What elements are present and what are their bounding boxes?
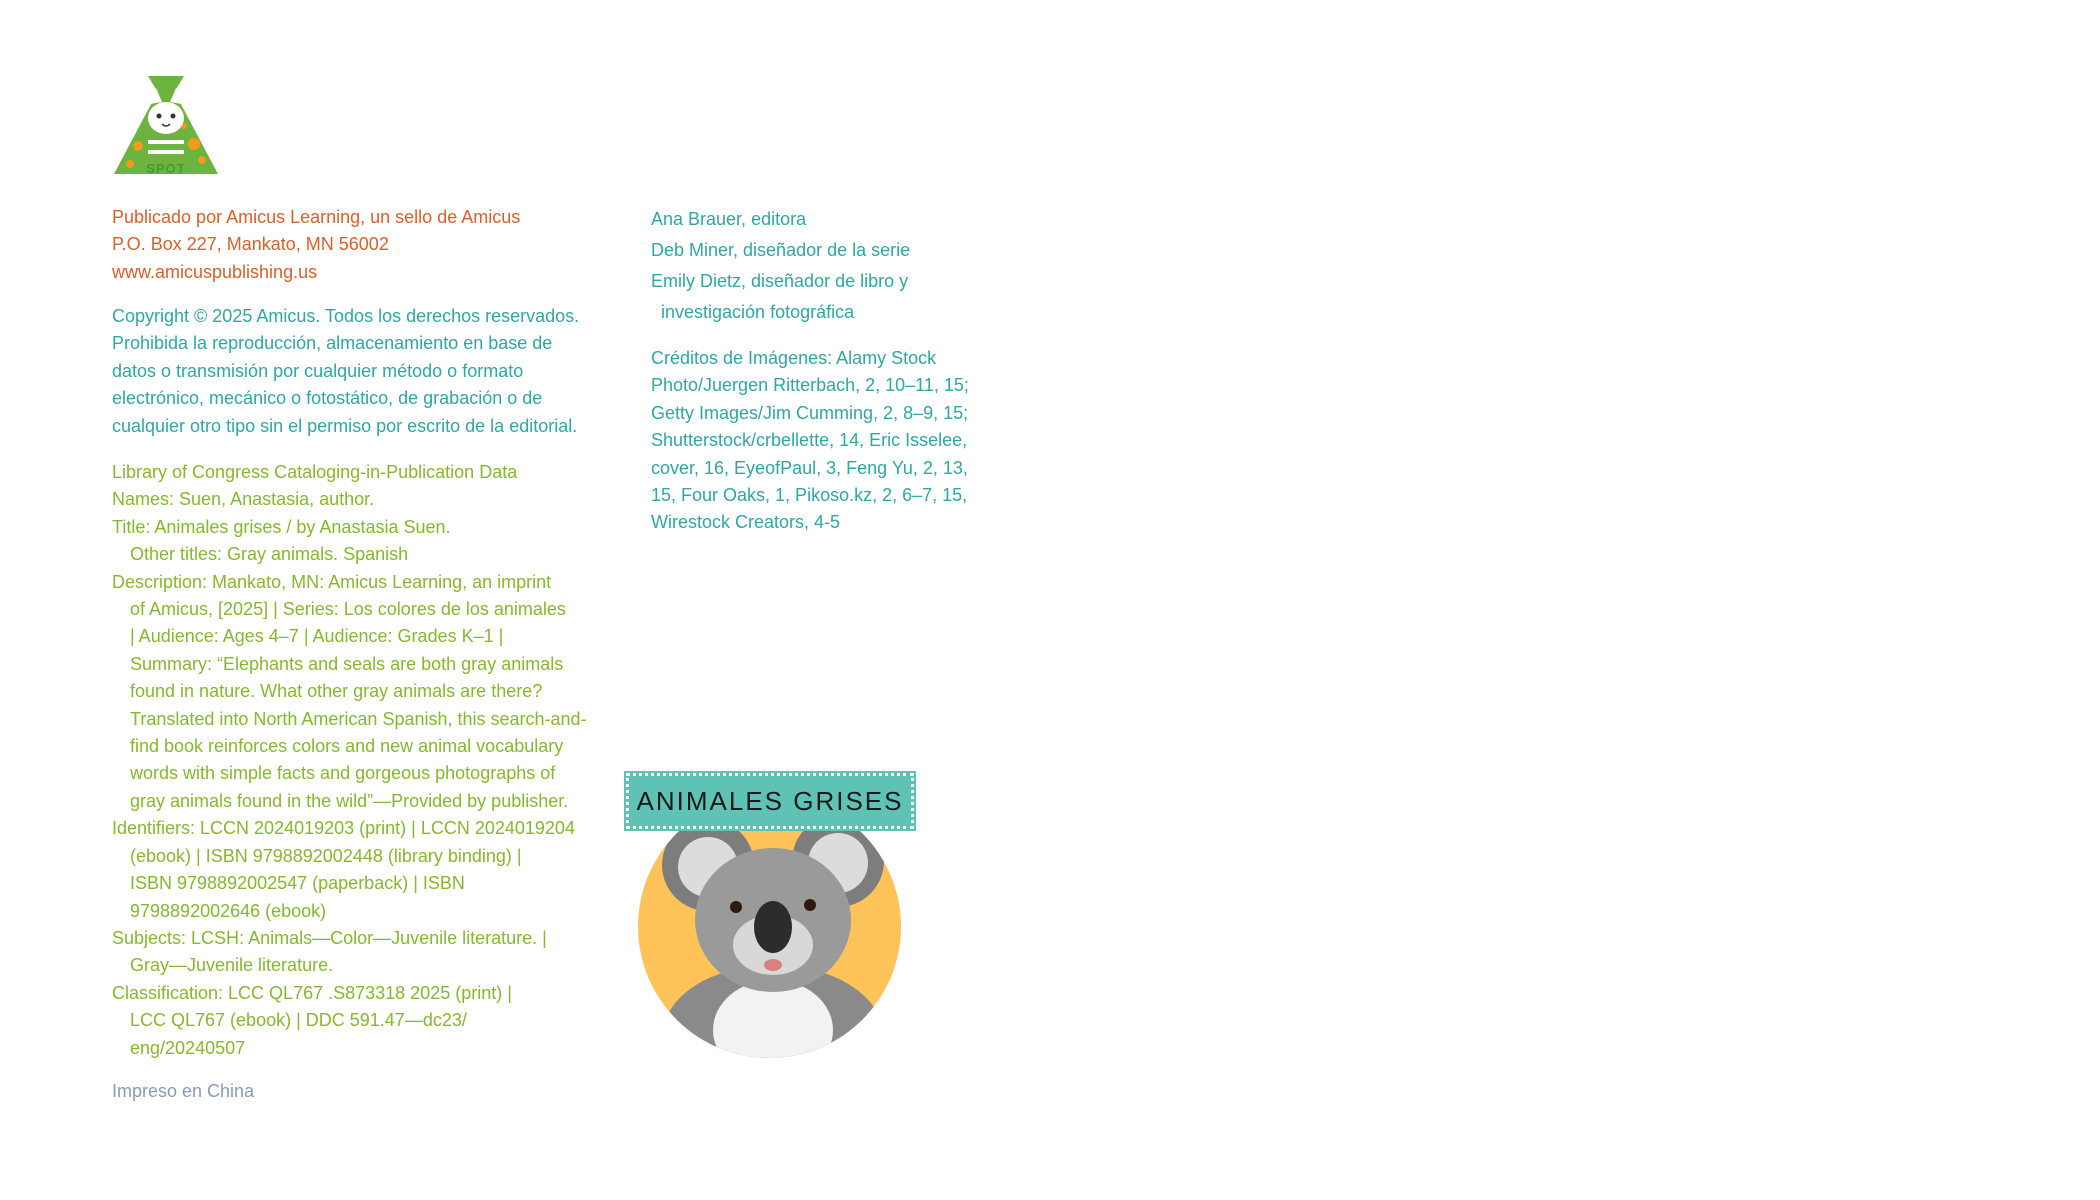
- cover-image: [638, 795, 901, 1058]
- cip-line: Description: Mankato, MN: Amicus Learning, an imprint: [112, 571, 552, 592]
- cip-line: words with simple facts and gorgeous photographs of: [130, 763, 556, 784]
- cip-line: Library of Congress Cataloging-in-Publication Data: [112, 462, 518, 482]
- credit-line: Deb Miner, diseñador de la serie: [651, 240, 911, 260]
- cip-line: Title: Animales grises / by Anastasia Suen.: [112, 516, 451, 537]
- copyright-notice: [112, 303, 582, 440]
- cip-line: Subjects: LCSH: Animals—Color—Juvenile literature. |: [112, 927, 547, 948]
- image-credit-line: Photo/Juergen Ritterbach, 2, 10–11, 15;: [651, 375, 969, 396]
- cip-line: Translated into North American Spanish, this search-and-: [130, 708, 587, 729]
- cip-line: ISBN 9798892002547 (paperback) | ISBN: [130, 873, 465, 894]
- cip-line: of Amicus, [2025] | Series: Los colores de los animales: [130, 599, 566, 620]
- publisher-line: Publicado por Amicus Learning, un sello de Amicus: [112, 207, 521, 227]
- credit-line: Emily Dietz, diseñador de libro y: [651, 271, 909, 291]
- printed-in: Impreso en China: [112, 1081, 255, 1101]
- copyright-line: cualquier otro tipo sin el permiso por escrito de la editorial.: [112, 415, 578, 436]
- image-credit-line: Créditos de Imágenes: Alamy Stock: [651, 348, 937, 368]
- koala-icon: [638, 795, 901, 1058]
- cip-line: find book reinforces colors and new animal vocabulary: [130, 736, 564, 757]
- image-credit-line: Wirestock Creators, 4-5: [651, 512, 841, 533]
- publisher-info: [112, 204, 582, 286]
- cover-title: ANIMALES GRISES: [636, 785, 904, 816]
- cip-line: LCC QL767 (ebook) | DDC 591.47—dc23/: [130, 1010, 467, 1031]
- website-link[interactable]: www.amicuspublishing.us: [112, 261, 318, 282]
- cip-line: Identifiers: LCCN 2024019203 (print) | LCCN 2024019204: [112, 818, 575, 839]
- cip-line: Names: Suen, Anastasia, author.: [112, 489, 375, 510]
- image-credit-line: Getty Images/Jim Cumming, 2, 8–9, 15;: [651, 402, 969, 423]
- image-credit-line: 15, Four Oaks, 1, Pikoso.kz, 2, 6–7, 15,: [651, 485, 968, 506]
- copyright-line: datos o transmisión por cualquier método o formato: [112, 360, 524, 381]
- cip-line: gray animals found in the wild”—Provided by publisher.: [130, 790, 569, 811]
- cover-title-band: [626, 773, 914, 829]
- cip-line: eng/20240507: [130, 1037, 246, 1058]
- image-credit-line: cover, 16, EyeofPaul, 3, Feng Yu, 2, 13,: [651, 457, 968, 478]
- cip-line: (ebook) | ISBN 9798892002448 (library binding) |: [130, 845, 522, 866]
- logo-label: SPOT: [146, 161, 186, 176]
- copyright-line: electrónico, mecánico o fotostático, de grabación o de: [112, 388, 543, 409]
- copyright-line: Prohibida la reproducción, almacenamiento en base de: [112, 333, 553, 354]
- cip-line: found in nature. What other gray animals are there?: [130, 681, 543, 702]
- image-credits: [651, 345, 991, 537]
- cip-data: [112, 459, 587, 1062]
- cip-line: Gray—Juvenile literature.: [130, 955, 334, 976]
- credit-line: investigación fotográfica: [661, 302, 855, 322]
- copyright-line: Copyright © 2025 Amicus. Todos los derechos reservados.: [112, 306, 580, 326]
- cip-line: 9798892002646 (ebook): [130, 900, 327, 921]
- image-credit-line: Shutterstock/crbellette, 14, Eric Isselee,: [651, 430, 968, 451]
- cip-line: Summary: “Elephants and seals are both gray animals: [130, 653, 564, 674]
- address-line: P.O. Box 227, Mankato, MN 56002: [112, 234, 389, 255]
- credit-line: Ana Brauer, editora: [651, 209, 807, 229]
- staff-credits: [651, 204, 991, 328]
- cip-line: | Audience: Ages 4–7 | Audience: Grades K–1 |: [130, 626, 504, 647]
- cip-line: Classification: LCC QL767 .S873318 2025 (print) |: [112, 982, 512, 1003]
- cip-line: Other titles: Gray animals. Spanish: [130, 544, 409, 565]
